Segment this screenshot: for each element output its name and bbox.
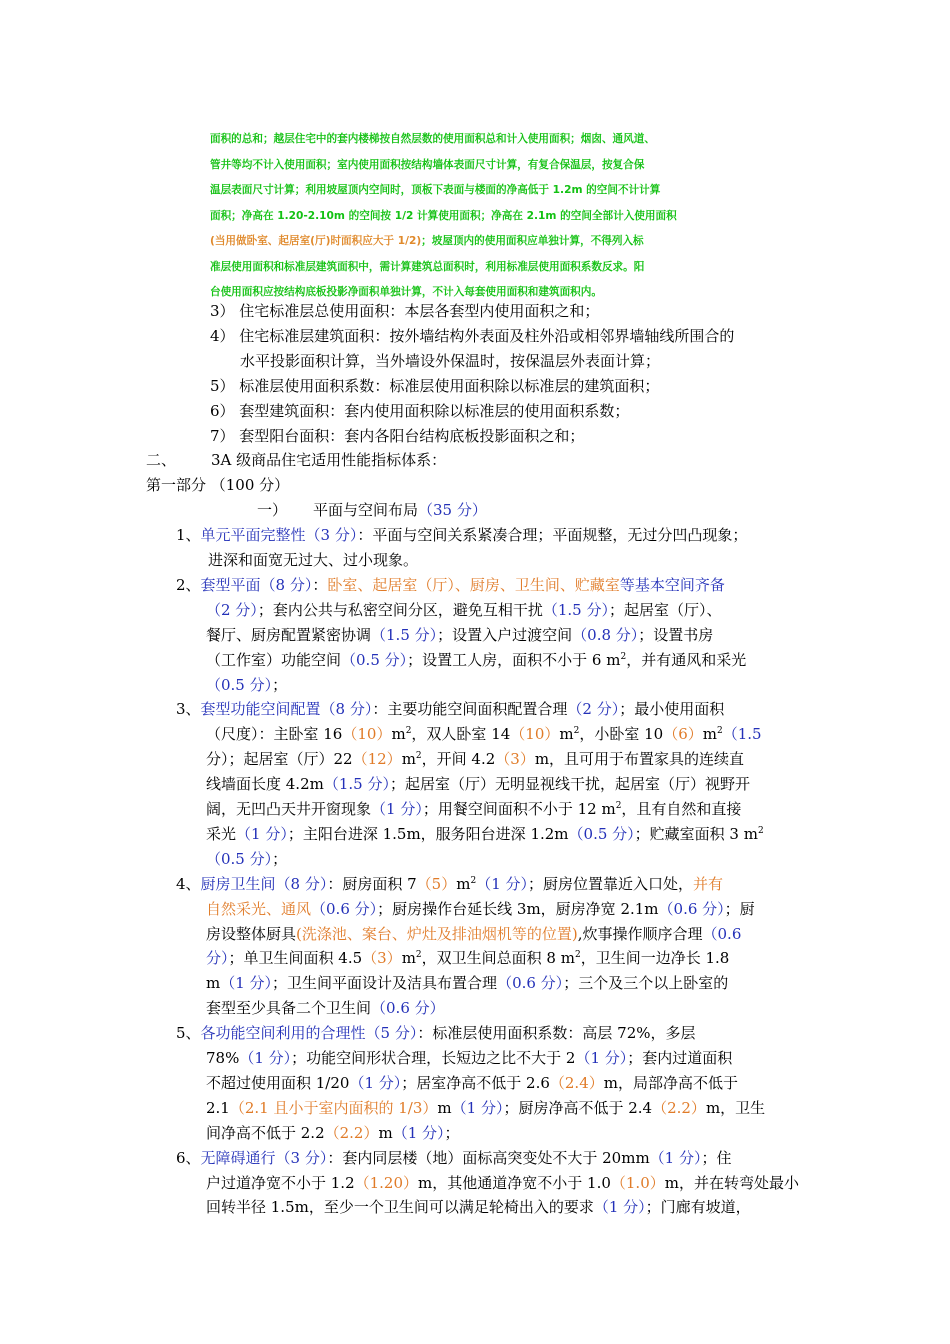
item-6-score: （1 分） xyxy=(593,1198,646,1217)
item-4-text: m xyxy=(401,949,416,968)
item-3-score: （1.5 分） xyxy=(323,775,390,794)
item-3-line xyxy=(206,797,741,822)
item-4-text: ；厨房操作台延长线 3m，厨房净宽 2.1m xyxy=(377,899,659,918)
item-2-text: ；套内公共与私密空间分区，避免互相干扰 xyxy=(257,600,543,619)
item-3-text: ，小卧室 10 xyxy=(579,725,664,744)
item-5-text: m，局部净高不低于 xyxy=(603,1073,738,1092)
item-4-text: m xyxy=(206,974,221,993)
item-2-text: ；设置入户过渡空间 xyxy=(437,625,573,644)
item-5-heading: 各功能空间利用的合理性（5 分） xyxy=(200,1024,418,1043)
item-5-text: ；厨房净高不低于 2.4 xyxy=(503,1098,653,1117)
superscript: 2 xyxy=(716,726,723,737)
item-4-text: ：厨房面积 7 xyxy=(327,874,417,893)
item-4-line xyxy=(176,872,723,897)
item-5-text: 不超过使用面积 1/20 xyxy=(206,1073,350,1092)
part-1-heading: 第一部分 （100 分） xyxy=(146,476,290,495)
item-4-score: （0.6 分） xyxy=(658,899,725,918)
item-5-text: m xyxy=(378,1123,393,1142)
item-5-min: （2.4） xyxy=(549,1073,604,1092)
item-2-text: ： xyxy=(312,575,328,594)
item-1-text: ：平面与空间关系紧凑合理；平面规整，无过分凹凸现象； xyxy=(357,526,748,545)
item-6-line xyxy=(206,1195,751,1220)
superscript: 2 xyxy=(405,726,412,737)
item-5-text: 78% xyxy=(206,1049,240,1067)
item-4-min: （5） xyxy=(416,874,457,893)
item-5-min: （2.2） xyxy=(324,1123,379,1142)
superscript: 2 xyxy=(415,950,422,961)
item-3-line xyxy=(206,772,750,797)
item-4-text: ；厨 xyxy=(724,899,755,918)
item-5-text: ；套内过道面积 xyxy=(627,1049,733,1067)
item-2-text: ； xyxy=(272,675,288,694)
item-4-score: （0.6 分） xyxy=(311,899,378,918)
item-2-score: （1.5 分） xyxy=(371,625,438,644)
item-5-text: ；居室净高不低于 2.6 xyxy=(401,1073,550,1092)
item-5-score: （1 分） xyxy=(575,1049,628,1067)
item-4-score: （0.6 分） xyxy=(371,999,445,1018)
item-6-text: ；住 xyxy=(701,1148,732,1167)
item-5-line xyxy=(206,1121,460,1146)
item-2-number: 2、 xyxy=(176,575,201,594)
item-5-text: ； xyxy=(444,1123,460,1142)
item-3-score: （1.5 xyxy=(722,725,762,744)
item-6-min: （1.20） xyxy=(354,1173,419,1192)
item-3-text: ；主阳台进深 1.5m，服务阳台进深 1.2m xyxy=(287,824,569,843)
item-4-text: ；卫生间平面设计及洁具布置合理 xyxy=(272,974,498,993)
sub-1-title-text: 平面与空间布局 xyxy=(313,501,419,520)
item-2-score: （2 分） xyxy=(206,600,258,619)
item-4-highlight: 自然采光、通风 xyxy=(206,899,312,918)
item-6-text: ；门廊有坡道， xyxy=(645,1198,751,1217)
item-5-score: （1 分） xyxy=(349,1073,402,1092)
item-3-line xyxy=(206,822,764,847)
item-6-number: 6、 xyxy=(176,1148,201,1167)
item-5-number: 5、 xyxy=(176,1024,201,1043)
sub-1-score: （35 分） xyxy=(418,501,487,520)
item-6-min: （1.0） xyxy=(610,1173,665,1192)
item-1-number: 1、 xyxy=(176,526,201,545)
item-6-text: m，其他通道净宽不小于 1.0 xyxy=(418,1173,611,1192)
item-5-text: 间净高不低于 2.2 xyxy=(206,1123,325,1142)
item-2-text: （工作室）功能空间 xyxy=(206,650,342,669)
def-5: 5） 标准层使用面积系数：标准层使用面积除以标准层的建筑面积； xyxy=(210,376,660,395)
note-highlight: (当用做卧室、起居室(厅)时面积应大于 1/2) xyxy=(210,235,422,247)
note-line xyxy=(210,229,815,255)
item-4-text: m xyxy=(456,874,471,893)
item-2-line xyxy=(176,573,725,598)
item-4-min: （3） xyxy=(362,949,402,968)
item-5-text: 2.1 xyxy=(206,1098,230,1117)
item-3-score: （2 分） xyxy=(567,700,620,719)
item-6-heading: 无障碍通行（3 分） xyxy=(200,1148,328,1167)
item-6-line xyxy=(176,1146,732,1171)
item-4-score: （0.6 xyxy=(702,924,742,943)
def-3: 3） 住宅标准层总使用面积：本层各套型内使用面积之和； xyxy=(210,302,600,320)
superscript: 2 xyxy=(757,825,764,836)
note-text: ；坡屋顶内的使用面积应单独计算，不得列入标 xyxy=(421,235,644,247)
green-note xyxy=(210,127,815,306)
superscript: 2 xyxy=(573,726,580,737)
item-5-score: （1 分） xyxy=(239,1049,292,1067)
item-2-line xyxy=(206,623,713,648)
item-4-score: （1 分） xyxy=(220,974,273,993)
item-3-score: （1 分） xyxy=(236,824,288,843)
note-line: 台使用面积应按结构底板投影净面积单独计算，不计入每套使用面积和建筑面积内。 xyxy=(210,286,602,298)
item-3-text: 采光 xyxy=(206,824,237,843)
item-2-text: ；起居室（厅）、 xyxy=(608,600,722,619)
item-5-line xyxy=(206,1071,738,1096)
item-3-text: 阔，无凹凸天井开窗现象 xyxy=(206,800,372,818)
item-3-number: 3、 xyxy=(176,700,201,719)
item-3-line xyxy=(176,697,724,722)
item-2-score: （0.5 分） xyxy=(341,650,408,669)
item-2-score: （0.5 分） xyxy=(206,675,273,694)
item-6-text: 回转半径 1.5m，至少一个卫生间可以满足轮椅出入的要求 xyxy=(206,1198,594,1217)
item-3-min: （12） xyxy=(352,750,402,769)
item-1-line xyxy=(176,523,747,548)
item-4-number: 4、 xyxy=(176,874,201,893)
superscript: 2 xyxy=(415,751,422,762)
item-4-text: ，双卫生间总面积 8 m xyxy=(421,949,575,968)
item-5-line xyxy=(176,1021,696,1046)
def-7: 7） 套型阳台面积：套内各阳台结构底板投影面积之和； xyxy=(210,426,585,445)
item-4-highlight: 并有 xyxy=(693,874,724,893)
item-2-text: ，并有通风和采光 xyxy=(626,650,747,669)
item-3-text: ：主要功能空间面积配置合理 xyxy=(372,700,568,719)
item-2-text: ；设置工人房，面积不小于 6 m xyxy=(407,650,621,669)
item-4-text: ；单卫生间面积 4.5 xyxy=(228,949,363,968)
item-2-score: （0.8 分） xyxy=(572,625,639,644)
item-1-line: 进深和面宽无过大、过小现象。 xyxy=(208,551,419,569)
item-5-min: （2.2） xyxy=(652,1098,706,1117)
item-4-heading: 厨房卫生间（8 分） xyxy=(200,874,328,893)
item-3-text: ，双人卧室 14 xyxy=(411,725,511,744)
section-2-number: 二、 xyxy=(146,451,177,470)
item-4-line xyxy=(206,996,445,1021)
item-1-heading: 单元平面完整性（3 分） xyxy=(200,526,358,545)
item-2-heading: 套型平面（8 分） xyxy=(200,575,313,594)
item-2-text: 餐厅、厨房配置紧密协调 xyxy=(206,625,372,644)
item-3-text: m，且可用于布置家具的连续直 xyxy=(534,750,745,769)
item-4-text: 房设整体厨具 xyxy=(206,924,297,943)
def-4: 4） 住宅标准层建筑面积：按外墙结构外表面及柱外沿或相邻界墙轴线所围合的 xyxy=(210,326,735,345)
item-3-text: ，且有自然和直接 xyxy=(621,800,742,818)
sub-1-number: 一） xyxy=(257,501,288,520)
item-4-line xyxy=(206,971,728,996)
item-4-score: （1 分） xyxy=(476,874,528,893)
def-6: 6） 套型建筑面积：套内使用面积除以标准层的使用面积系数； xyxy=(210,401,630,420)
item-4-text: ,炊事操作顺序合理 xyxy=(577,924,703,943)
item-5-min: （2.1 且小于室内面积的 1/3） xyxy=(229,1098,438,1117)
superscript: 2 xyxy=(620,651,627,662)
item-4-text: ，卫生间一边净长 1.8 xyxy=(580,949,730,968)
note-line: 管井等均不计入使用面积；室内使用面积按结构墙体表面尺寸计算，有复合保温层，按复合保 xyxy=(210,158,645,171)
superscript: 2 xyxy=(470,875,477,886)
item-3-text: m xyxy=(702,725,717,744)
item-4-text: ；厨房位置靠近入口处， xyxy=(528,874,694,893)
item-4-score: 分） xyxy=(206,949,229,968)
item-3-line xyxy=(206,847,287,872)
item-3-text: ；用餐空间面积不小于 12 m xyxy=(422,800,616,818)
item-2-text: 等基本空间齐备 xyxy=(619,575,725,594)
item-6-line xyxy=(206,1171,799,1196)
item-3-text: ；最小使用面积 xyxy=(619,700,725,719)
note-line: 面积的总和；越层住宅中的套内楼梯按自然层数的使用面积总和计入使用面积；烟囱、通风道、 xyxy=(210,133,655,145)
item-3-min: （10） xyxy=(342,725,392,744)
item-4-line xyxy=(206,897,755,922)
sub-1-title xyxy=(313,498,487,523)
item-3-text: （尺度）：主卧室 16 xyxy=(206,725,343,744)
item-4-highlight: (洗涤池、案台、炉灶及排油烟机等的位置) xyxy=(296,924,578,943)
item-3-text: m xyxy=(391,725,406,744)
item-3-line xyxy=(206,747,744,772)
item-3-text: ，开间 4.2 xyxy=(421,750,496,769)
item-2-line xyxy=(206,648,746,673)
item-5-text: m xyxy=(437,1098,452,1117)
note-line: 准层使用面积和标准层建筑面积中，需计算建筑总面积时，利用标准层使用面积系数反求。阳 xyxy=(210,260,645,273)
superscript: 2 xyxy=(574,950,581,961)
item-4-line xyxy=(206,922,741,947)
def-4-cont: 水平投影面积计算，当外墙设外保温时，按保温层外表面计算； xyxy=(240,351,661,370)
item-4-text: 套型至少具备二个卫生间 xyxy=(206,999,372,1018)
item-3-text: 分）；起居室（厅）22 xyxy=(206,750,353,769)
item-6-text: m，并在转弯处最小 xyxy=(664,1173,799,1192)
item-5-line xyxy=(206,1096,765,1121)
item-3-score: （0.5 分） xyxy=(568,824,635,843)
note-line: 温层表面尺寸计算；利用坡屋顶内空间时，顶板下表面与楼面的净高低于 1.2m 的空间不计计算 xyxy=(210,184,661,196)
item-3-min: （6） xyxy=(663,725,703,744)
superscript: 2 xyxy=(615,801,622,811)
item-5-text: ：标准层使用面积系数：高层 72%，多层 xyxy=(417,1024,696,1043)
item-3-text: ； xyxy=(272,849,288,868)
item-5-line xyxy=(206,1046,732,1071)
item-3-text: m xyxy=(401,750,416,769)
item-2-line xyxy=(206,673,287,698)
item-3-text: 线墙面长度 4.2m xyxy=(206,775,324,794)
item-3-score: （1 分） xyxy=(371,800,423,818)
item-5-text: m，卫生 xyxy=(705,1098,766,1117)
item-6-score: （1 分） xyxy=(649,1148,702,1167)
item-4-text: ；三个及三个以上卧室的 xyxy=(563,974,729,993)
item-4-score: （0.6 分） xyxy=(497,974,564,993)
item-3-line xyxy=(206,722,762,747)
item-2-rooms: 卧室、起居室（厅）、厨房、卫生间、贮藏室 xyxy=(327,575,620,594)
item-5-score: （1 分） xyxy=(392,1123,445,1142)
item-3-text: m xyxy=(559,725,574,744)
item-5-text: ；功能空间形状合理，长短边之比不大于 2 xyxy=(291,1049,576,1067)
item-2-text: ；设置书房 xyxy=(638,625,714,644)
item-6-text: ：套内同层楼（地）面标高突变处不大于 20mm xyxy=(327,1148,650,1167)
item-2-score: （1.5 分） xyxy=(542,600,609,619)
item-3-min: （10） xyxy=(510,725,560,744)
item-6-text: 户过道净宽不小于 1.2 xyxy=(206,1173,355,1192)
item-4-line xyxy=(206,946,729,971)
item-2-line xyxy=(206,598,721,623)
note-line: 面积；净高在 1.20-2.10m 的空间按 1/2 计算使用面积；净高在 2.1m 的空间全部计入使用面积 xyxy=(210,209,677,222)
item-5-score: （1 分） xyxy=(451,1098,504,1117)
item-3-score: （0.5 分） xyxy=(206,849,273,868)
item-3-text: ；起居室（厅）无明显视线干扰，起居室（厅）视野开 xyxy=(389,775,750,794)
item-3-heading: 套型功能空间配置（8 分） xyxy=(200,700,373,719)
section-2-title: 3A 级商品住宅适用性能指标体系： xyxy=(211,451,447,470)
item-3-min: （3） xyxy=(495,750,535,769)
item-3-text: ；贮藏室面积 3 m xyxy=(634,824,758,843)
